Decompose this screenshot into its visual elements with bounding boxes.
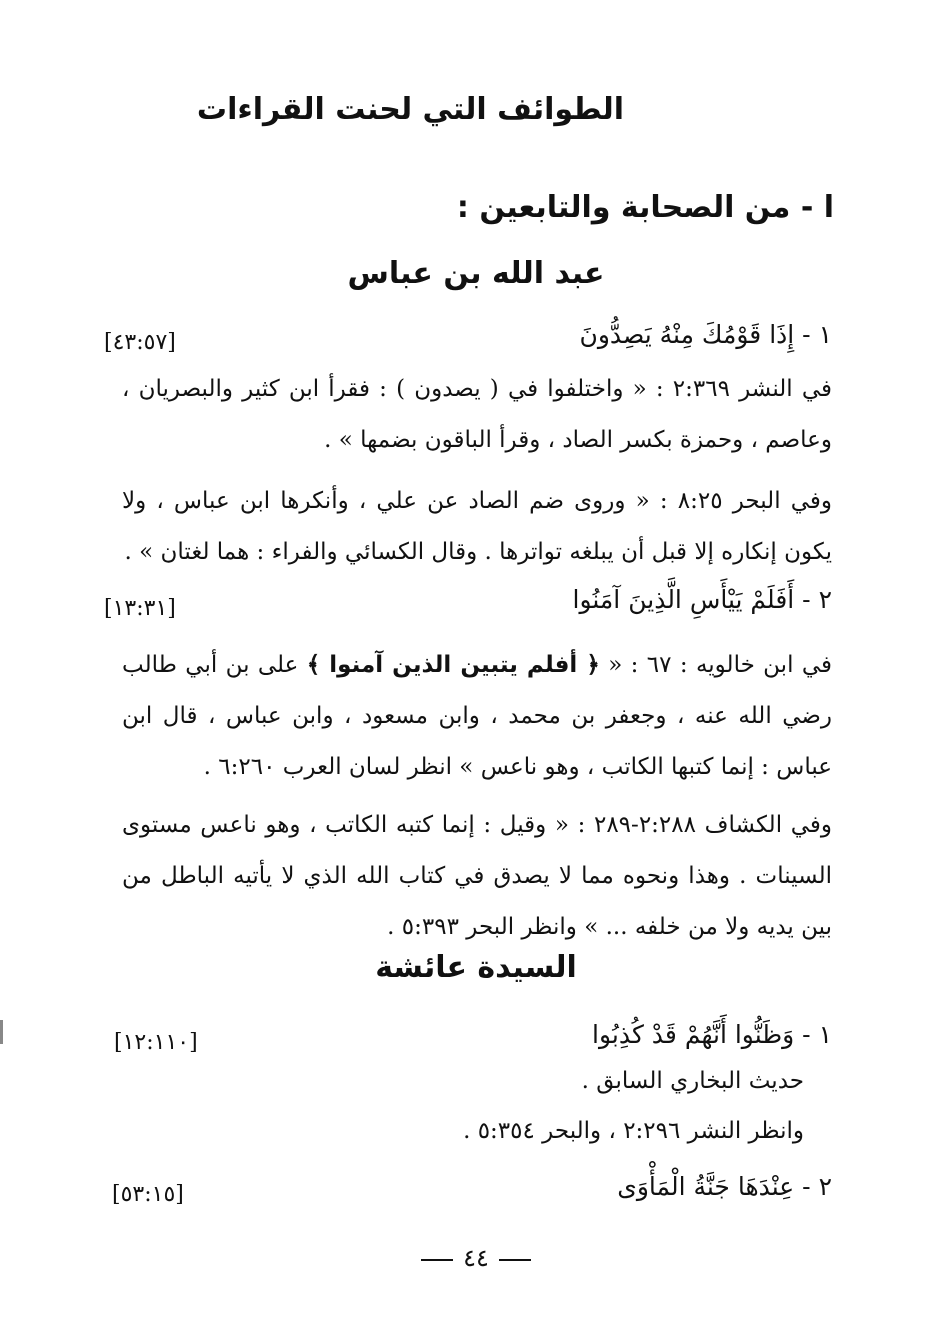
verse-1: ١ - إِذَا قَوْمُكَ مِنْهُ يَصِدُّونَ xyxy=(579,320,832,349)
section-heading: ا - من الصحابة والتابعين : xyxy=(456,190,834,225)
quoted-reading: ﴿ أفلم يتبين الذين آمنوا ﴾ xyxy=(306,652,600,678)
paragraph-nashr: في النشر ٢:٣٦٩ : « واختلفوا في ( يصدون ) : فقرأ ابن كثير والبصريان ، وعاصم ، وحمزة بكسر الصاد ، وقرأ الباقون بضمها » . xyxy=(122,376,832,453)
verse-4-ref: [٥٣:١٥] xyxy=(112,1182,184,1207)
page-number xyxy=(0,1244,952,1272)
paragraph-kashshaf: وفي الكشاف ٢:٢٨٨-٢٨٩ : « وقيل : إنما كتبه الكاتب ، وهو ناعس مستوى السينات . وهذا ونحوه مما لا يصدق في كتاب الله الذي لا يأتيه الباطل من بين يديه ولا من خلفه ... » وانظر البحر ٥:٣٩٣ . xyxy=(122,812,832,940)
note-bukhari: حديث البخاري السابق . xyxy=(581,1068,804,1094)
verse-1-ref: [٤٣:٥٧] xyxy=(104,330,176,355)
paragraph-ibn-khalawayh xyxy=(122,640,832,793)
person-heading-ibn-abbas: عبد الله بن عباس xyxy=(347,256,605,291)
verse-2-ref: [١٣:٣١] xyxy=(104,596,176,621)
verse-3: ١ - وَظَنُّوا أَنَّهُمْ قَدْ كُذِبُوا xyxy=(592,1020,832,1049)
page-number-dash-right xyxy=(499,1259,531,1261)
paragraph-ibn-khalawayh-end: على بن أبي طالب رضي الله عنه ، وجعفر بن محمد ، وابن مسعود ، وابن عباس ، قال ابن عباس : إنما كتبها الكاتب ، وهو ناعس » انظر لسان العرب ٦:٢٦٠ . xyxy=(122,652,832,780)
paragraph-bahr: وفي البحر ٨:٢٥ : « وروى ضم الصاد عن علي ، وأنكرها ابن عباس ، ولا يكون إنكاره إلا قبل أن يبلغه تواترها . وقال الكسائي والفراء : هما لغتان » . xyxy=(122,488,832,565)
verse-2: ٢ - أَفَلَمْ يَيْأَسِ الَّذِينَ آمَنُوا xyxy=(572,585,832,614)
person-heading-aisha: السيدة عائشة xyxy=(375,950,577,985)
note-nashr-bahr: وانظر النشر ٢:٢٩٦ ، والبحر ٥:٣٥٤ . xyxy=(463,1118,804,1144)
page-number-value: ٤٤ xyxy=(463,1244,489,1272)
verse-4: ٢ - عِنْدَهَا جَنَّةُ الْمَأْوَى xyxy=(617,1172,832,1201)
verse-3-ref: [١٢:١١٠] xyxy=(114,1030,198,1055)
margin-mark xyxy=(0,1020,3,1044)
page-number-dash-left xyxy=(421,1259,453,1261)
page-title: الطوائف التي لحنت القراءات xyxy=(196,92,624,127)
paragraph-ibn-khalawayh-start: في ابن خالويه : ٦٧ : « xyxy=(599,652,832,678)
